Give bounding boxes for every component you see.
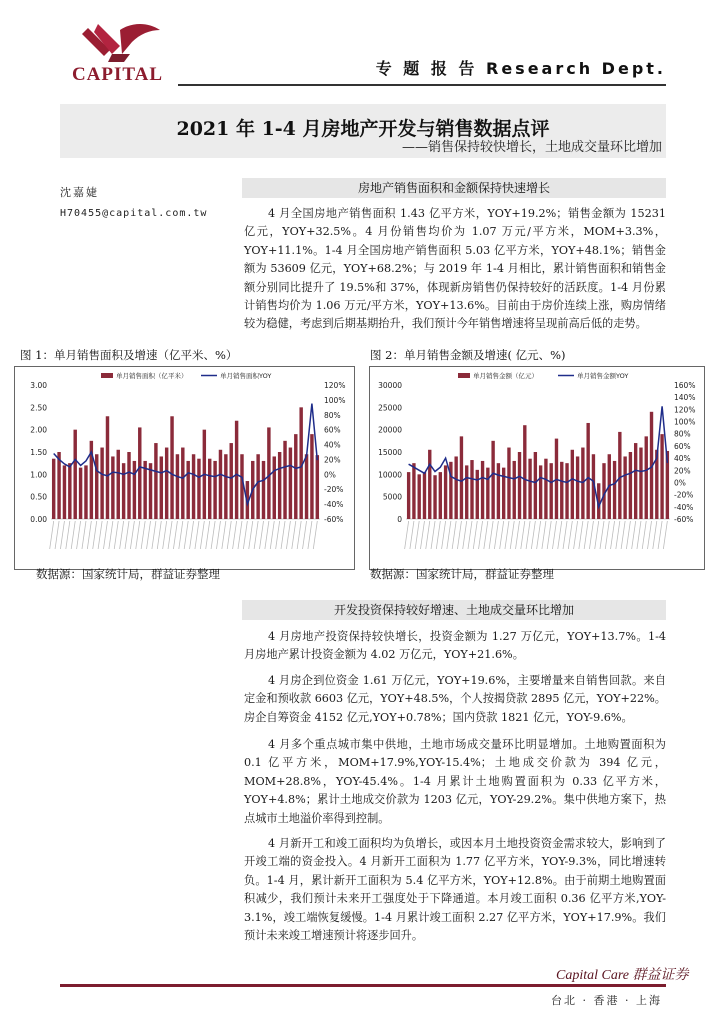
capital-logo	[60, 20, 175, 88]
sales-bar	[629, 452, 632, 519]
sales-bar	[565, 463, 568, 519]
x-tick-mark	[260, 521, 264, 549]
x-tick-mark	[98, 521, 102, 549]
sales-bar	[586, 423, 589, 519]
sales-bar	[122, 463, 125, 519]
sales-bar	[634, 443, 637, 519]
x-tick-mark	[71, 521, 75, 549]
right-tick-label: 60%	[674, 441, 691, 451]
x-tick-mark	[663, 521, 667, 549]
sales-bar	[407, 472, 410, 519]
figure2-title: 图 2：单月销售金额及增速( 亿元、%)	[370, 348, 566, 362]
x-tick-mark	[415, 521, 419, 549]
x-tick-mark	[168, 521, 172, 549]
right-tick-label: 40%	[674, 454, 691, 464]
x-tick-mark	[426, 521, 430, 549]
logo-text: CAPITAL	[71, 64, 164, 85]
sales-bar	[423, 472, 426, 519]
sales-bar	[133, 461, 136, 519]
x-tick-mark	[308, 521, 312, 549]
sales-bar	[235, 421, 238, 519]
left-tick-label: 15000	[378, 448, 402, 457]
x-tick-mark	[211, 521, 215, 549]
sales-bar	[560, 462, 563, 519]
x-tick-mark	[163, 521, 167, 549]
x-tick-mark	[141, 521, 145, 549]
right-tick-label: 80%	[674, 429, 691, 439]
x-tick-mark	[653, 521, 657, 549]
section2-paragraph-2: 4 月房企到位资金 1.61 万亿元，YOY+19.6%，主要增量来自销售回款。来自定金和预收款 6603 亿元，YOY+48.5%，个人按揭贷款 2895 亿元，YOY+22%。房企自筹资金 4152 亿元,YOY+0.78%；国内贷款 1821 亿元，YOY-9.6%。	[244, 674, 666, 724]
sales-bar	[534, 452, 537, 519]
sales-bar	[213, 461, 216, 519]
sales-bar	[84, 465, 87, 519]
x-tick-mark	[103, 521, 107, 549]
sales-bar	[149, 463, 152, 519]
x-tick-mark	[303, 521, 307, 549]
right-tick-label: 0%	[674, 478, 686, 488]
right-tick-label: 40%	[324, 440, 341, 450]
right-tick-label: 20%	[324, 455, 341, 465]
x-tick-mark	[233, 521, 237, 549]
x-tick-mark	[420, 521, 424, 549]
sales-bar	[491, 441, 494, 519]
left-tick-label: 2.00	[30, 425, 47, 435]
x-tick-mark	[574, 521, 578, 549]
x-tick-mark	[281, 521, 285, 549]
left-tick-label: 5000	[382, 492, 402, 502]
author-email[interactable]: H70455@capital.com.tw	[60, 208, 208, 219]
sales-bar	[476, 470, 479, 519]
right-tick-label: 20%	[674, 466, 691, 476]
sales-bar	[513, 461, 516, 519]
section1-paragraph: 4 月全国房地产销售面积 1.43 亿平方米，YOY+19.2%；销售金额为 15231 亿元，YOY+32.5%。4 月份销售均价为 1.07 万元/平方米，MOM+3.3%，YOY+11.1%。1-4 月全国房地产销售面积 5.03 亿平方米，YOY+48.1%；销售金额为 53609 亿元，YOY+68.2%；与 2019 年 1-4 月相比，累计销售面积和销售金额分别同比提升了 19.5%和 37%，体现新房销售仍保持较好的活跃度。1-4 月份累计销售均价为 1.06 万元/平方米，YOY+13.6%。目前由于房价连续上涨，购房情绪较为稳健，考虑到后期基期抬升，我们预计今年销售增速将呈现前高后低的走势。	[244, 207, 666, 331]
dept-label: 专 题 报 告 Research Dept.	[375, 59, 666, 78]
sales-bar	[283, 441, 286, 519]
sales-bar	[497, 463, 500, 519]
x-tick-mark	[157, 521, 161, 549]
left-tick-label: 0	[397, 515, 402, 524]
x-tick-mark	[552, 521, 556, 549]
x-tick-mark	[648, 521, 652, 549]
x-tick-mark	[147, 521, 151, 549]
sales-bar	[73, 430, 76, 519]
sales-bar	[230, 443, 233, 519]
figure1-title: 图 1：单月销售面积及增速（亿平米、%）	[20, 348, 238, 362]
right-tick-label: -60%	[674, 515, 694, 524]
sales-bar	[523, 425, 526, 519]
legend-bar-label: 单月销售金额（亿元）	[473, 372, 538, 380]
x-tick-mark	[87, 521, 91, 549]
sales-bar	[273, 456, 276, 519]
x-tick-mark	[120, 521, 124, 549]
x-tick-mark	[173, 521, 177, 549]
yoy-line	[54, 404, 318, 505]
sales-bar	[127, 452, 130, 519]
sales-bar	[454, 456, 457, 519]
x-tick-mark	[184, 521, 188, 549]
sales-bar	[176, 454, 179, 519]
x-tick-mark	[66, 521, 70, 549]
yoy-line	[409, 406, 668, 507]
x-tick-mark	[405, 521, 409, 549]
sales-bar	[660, 434, 663, 519]
left-tick-label: 0.00	[30, 515, 47, 524]
left-tick-label: 0.50	[30, 492, 47, 502]
sales-bar	[528, 459, 531, 519]
x-tick-mark	[243, 521, 247, 549]
legend-bar-swatch	[458, 373, 470, 378]
x-tick-mark	[93, 521, 97, 549]
x-tick-mark	[270, 521, 274, 549]
x-tick-mark	[190, 521, 194, 549]
x-tick-mark	[152, 521, 156, 549]
sales-bar	[518, 452, 521, 519]
right-tick-label: -40%	[324, 500, 344, 510]
sales-bar	[208, 459, 211, 519]
title-block	[60, 104, 666, 158]
report-subtitle: ——销售保持较快增长，土地成交量环比增加	[401, 140, 662, 155]
x-tick-mark	[484, 521, 488, 549]
figure1-chart	[14, 366, 355, 570]
right-tick-label: 0%	[324, 470, 336, 480]
x-tick-mark	[595, 521, 599, 549]
x-tick-mark	[616, 521, 620, 549]
right-tick-label: -20%	[674, 490, 694, 500]
x-tick-mark	[313, 521, 317, 549]
author-name: 沈嘉婕	[60, 186, 99, 199]
x-tick-mark	[297, 521, 301, 549]
x-tick-mark	[109, 521, 113, 549]
x-tick-mark	[457, 521, 461, 549]
sales-bar	[444, 465, 447, 519]
sales-bar	[165, 448, 168, 519]
x-tick-mark	[579, 521, 583, 549]
x-tick-mark	[206, 521, 210, 549]
legend-bar-label: 单月销售面积（亿平米）	[116, 372, 188, 380]
left-tick-label: 10000	[378, 470, 402, 480]
x-tick-mark	[442, 521, 446, 549]
x-tick-mark	[431, 521, 435, 549]
figure1-source: 数据源：国家统计局，群益证券整理	[36, 567, 220, 581]
section2-paragraph-1: 4 月房地产投资保持较快增长，投资金额为 1.27 万亿元，YOY+13.7%。1-4 月房地产累计投资金额为 4.02 万亿元，YOY+21.6%。	[244, 630, 666, 662]
sales-bar	[481, 461, 484, 519]
figure2-chart	[369, 366, 705, 570]
x-tick-mark	[558, 521, 562, 549]
x-tick-mark	[505, 521, 509, 549]
header-divider	[178, 84, 666, 86]
sales-bar	[219, 450, 222, 519]
x-tick-mark	[542, 521, 546, 549]
sales-bar	[623, 456, 626, 519]
sales-bar	[262, 461, 265, 519]
sales-bar	[52, 459, 55, 519]
right-tick-label: 120%	[324, 381, 346, 390]
x-tick-mark	[658, 521, 662, 549]
left-tick-label: 1.00	[30, 470, 47, 480]
sales-bar	[267, 427, 270, 519]
x-tick-mark	[179, 521, 183, 549]
sales-bar	[143, 461, 146, 519]
right-tick-label: -20%	[324, 485, 344, 495]
sales-bar	[310, 434, 313, 519]
x-tick-mark	[216, 521, 220, 549]
sales-bar	[439, 472, 442, 519]
sales-bar	[100, 448, 103, 519]
legend-line-label: 单月销售面积YOY	[220, 372, 272, 380]
x-tick-mark	[436, 521, 440, 549]
figure2-svg	[370, 367, 704, 569]
sales-bar	[181, 448, 184, 519]
left-tick-label: 2.50	[30, 403, 47, 413]
x-tick-mark	[521, 521, 525, 549]
x-tick-mark	[637, 521, 641, 549]
sales-bar	[544, 459, 547, 519]
sales-bar	[192, 454, 195, 519]
sales-bar	[154, 443, 157, 519]
x-tick-mark	[584, 521, 588, 549]
x-tick-mark	[410, 521, 414, 549]
right-tick-label: 60%	[324, 425, 341, 435]
sales-bar	[428, 450, 431, 519]
x-tick-mark	[516, 521, 520, 549]
x-tick-mark	[114, 521, 118, 549]
sales-bar	[289, 448, 292, 519]
x-tick-mark	[222, 521, 226, 549]
sales-bar	[63, 465, 66, 519]
sales-bar	[571, 450, 574, 519]
legend-line-label: 单月销售金额YOY	[577, 372, 629, 380]
report-title: 2021 年 1-4 月房地产开发与销售数据点评	[176, 118, 550, 140]
capital-bird-icon	[60, 20, 175, 68]
x-tick-mark	[531, 521, 535, 549]
x-tick-mark	[249, 521, 253, 549]
right-tick-label: 100%	[324, 395, 346, 405]
right-tick-label: 80%	[324, 410, 341, 420]
left-tick-label: 25000	[378, 403, 402, 413]
sales-bar	[539, 465, 542, 519]
x-tick-mark	[526, 521, 530, 549]
x-tick-mark	[589, 521, 593, 549]
sales-bar	[618, 432, 621, 519]
sales-bar	[418, 474, 421, 519]
footer-divider	[60, 984, 666, 987]
section2-paragraph-4: 4 月新开工和竣工面积均为负增长，或因本月土地投资资金需求较大，影响到了开竣工端的资金投入。4 月新开工面积为 1.77 亿平方米，YOY-9.3%，同比增速转负。1-4 月，累计新开工面积为 5.4 亿平方米，YOY+12.8%。由于前期土地购置面积减少，我们预计未来开工强度处于下降通道。本月竣工面积 0.36 亿平方米,YOY-3.1%，竣工端恢复缓慢。1-4 月累计竣工面积 2.27 亿平方米，YOY+17.9%。我们预计未来竣工增速预计将逐步回升。	[244, 837, 666, 943]
sales-bar	[639, 448, 642, 519]
sales-bar	[470, 460, 473, 519]
sales-bar	[316, 455, 319, 519]
x-tick-mark	[227, 521, 231, 549]
x-tick-mark	[621, 521, 625, 549]
footer-brand: Capital Care 群益证券	[556, 968, 689, 983]
x-tick-mark	[60, 521, 64, 549]
x-tick-mark	[254, 521, 258, 549]
right-tick-label: -60%	[324, 515, 344, 524]
sales-bar	[256, 454, 259, 519]
figure2-source: 数据源：国家统计局，群益证券整理	[370, 567, 554, 581]
sales-bar	[305, 454, 308, 519]
x-tick-mark	[130, 521, 134, 549]
right-tick-label: 160%	[674, 381, 696, 390]
x-tick-mark	[82, 521, 86, 549]
x-tick-mark	[547, 521, 551, 549]
sales-bar	[197, 459, 200, 519]
x-tick-mark	[200, 521, 204, 549]
x-tick-mark	[468, 521, 472, 549]
x-tick-mark	[642, 521, 646, 549]
sales-bar	[486, 468, 489, 519]
x-tick-mark	[50, 521, 54, 549]
sales-bar	[160, 456, 163, 519]
x-tick-mark	[195, 521, 199, 549]
footer-cities: 台北 · 香港 · 上海	[551, 994, 662, 1007]
x-tick-mark	[136, 521, 140, 549]
x-tick-mark	[77, 521, 81, 549]
x-tick-mark	[452, 521, 456, 549]
x-tick-mark	[276, 521, 280, 549]
x-tick-mark	[489, 521, 493, 549]
sales-bar	[645, 436, 648, 519]
sales-bar	[57, 452, 60, 519]
right-tick-label: 140%	[674, 393, 696, 403]
figure1-svg	[15, 367, 354, 569]
x-tick-mark	[605, 521, 609, 549]
x-tick-mark	[125, 521, 129, 549]
x-tick-mark	[479, 521, 483, 549]
left-tick-label: 20000	[378, 425, 402, 435]
x-tick-mark	[463, 521, 467, 549]
sales-bar	[550, 463, 553, 519]
x-tick-mark	[626, 521, 630, 549]
left-tick-label: 3.00	[30, 381, 47, 390]
x-tick-mark	[563, 521, 567, 549]
x-tick-mark	[611, 521, 615, 549]
sales-bar	[186, 461, 189, 519]
x-tick-mark	[265, 521, 269, 549]
right-tick-label: -40%	[674, 502, 694, 512]
x-tick-mark	[292, 521, 296, 549]
sales-bar	[278, 452, 281, 519]
x-tick-mark	[473, 521, 477, 549]
sales-bar	[138, 427, 141, 519]
x-tick-mark	[55, 521, 59, 549]
right-tick-label: 120%	[674, 405, 696, 415]
sales-bar	[613, 461, 616, 519]
sales-bar	[117, 450, 120, 519]
sales-bar	[412, 463, 415, 519]
sales-bar	[294, 434, 297, 519]
sales-bar	[224, 454, 227, 519]
left-tick-label: 30000	[378, 381, 402, 390]
sales-bar	[465, 465, 468, 519]
sales-bar	[68, 463, 71, 519]
right-tick-label: 100%	[674, 417, 696, 427]
x-tick-mark	[568, 521, 572, 549]
section2-paragraph-3: 4 月多个重点城市集中供地，土地市场成交量环比明显增加。土地购置面积为 0.1 亿平方米，MOM+17.9%,YOY-15.4%；土地成交价款为 394 亿元，MOM+28.8%，YOY-45.4%。1-4 月累计土地购置面积为 0.33 亿平方米，YOY+4.8%；累计土地成交价款为 1203 亿元，YOY-29.2%。集中供地方案下，热点城市土地溢价率得到控制。	[244, 738, 666, 825]
x-tick-mark	[537, 521, 541, 549]
x-tick-mark	[632, 521, 636, 549]
x-tick-mark	[238, 521, 242, 549]
section1-heading: 房地产销售面积和金额保持快速增长	[242, 178, 666, 198]
sales-bar	[111, 456, 114, 519]
x-tick-mark	[447, 521, 451, 549]
x-tick-mark	[500, 521, 504, 549]
sales-bar	[106, 416, 109, 519]
legend-bar-swatch	[101, 373, 113, 378]
sales-bar	[460, 436, 463, 519]
section2-heading: 开发投资保持较好增速、土地成交量环比增加	[242, 600, 666, 620]
x-tick-mark	[600, 521, 604, 549]
x-tick-mark	[510, 521, 514, 549]
x-tick-mark	[286, 521, 290, 549]
sales-bar	[79, 468, 82, 519]
sales-bar	[170, 416, 173, 519]
sales-bar	[576, 456, 579, 519]
sales-bar	[507, 448, 510, 519]
sales-bar	[433, 475, 436, 519]
x-tick-mark	[494, 521, 498, 549]
left-tick-label: 1.50	[30, 448, 47, 457]
